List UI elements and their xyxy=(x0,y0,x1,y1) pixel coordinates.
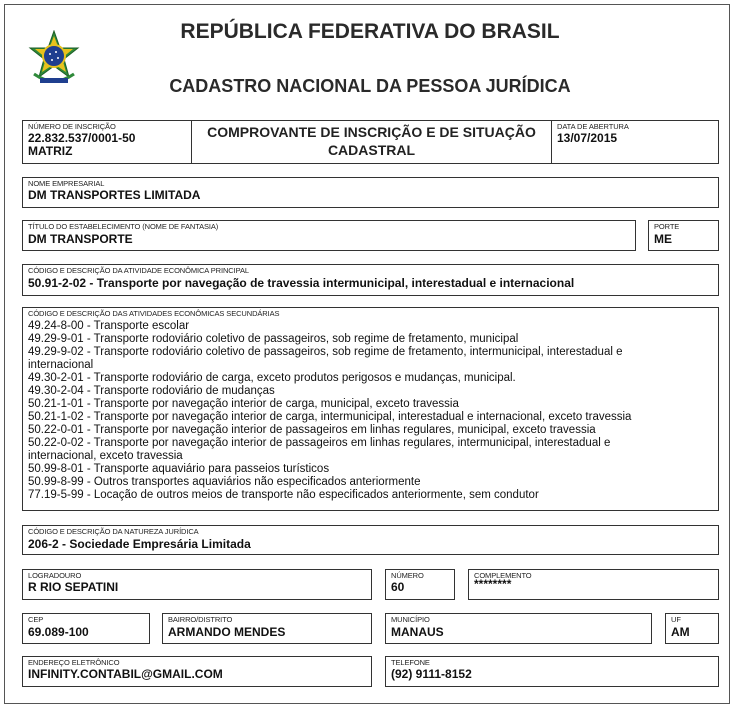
list-item: internacional, exceto travessia xyxy=(28,450,183,462)
inscricao-box xyxy=(22,120,192,164)
telefone-box xyxy=(385,656,719,687)
list-item: 49.30-2-01 - Transporte rodoviário de carga, exceto produtos perigosos e mudanças, municipal. xyxy=(28,372,516,384)
list-item: 50.21-1-02 - Transporte por navegação interior de carga, intermunicipal, interestadual e internacional, exceto travessia xyxy=(28,411,632,423)
abertura-value: 13/07/2015 xyxy=(557,131,618,145)
fantasia-value: DM TRANSPORTE xyxy=(28,232,133,246)
atividades-secundarias-list xyxy=(28,320,631,502)
inscricao-type: MATRIZ xyxy=(28,144,73,158)
natureza-juridica-box xyxy=(22,525,719,555)
nome-empresarial-value: DM TRANSPORTES LIMITADA xyxy=(28,188,201,202)
page-title: REPÚBLICA FEDERATIVA DO BRASIL xyxy=(180,20,560,43)
comprovante-box xyxy=(191,120,552,164)
complemento-value: ******** xyxy=(474,577,512,591)
cep-box xyxy=(22,613,150,644)
natureza-juridica-value: 206-2 - Sociedade Empresária Limitada xyxy=(28,537,251,551)
natureza-juridica-label: CÓDIGO E DESCRIÇÃO DA NATUREZA JURÍDICA xyxy=(28,527,199,536)
numero-value: 60 xyxy=(391,580,405,594)
uf-box xyxy=(665,613,719,644)
email-value: INFINITY.CONTABIL@GMAIL.COM xyxy=(28,667,223,681)
atividades-secundarias-box xyxy=(22,307,719,511)
list-item: 50.99-8-01 - Transporte aquaviário para passeios turísticos xyxy=(28,463,330,475)
list-item: 77.19-5-99 - Locação de outros meios de transporte não especificados anteriormente, sem condutor xyxy=(28,489,539,501)
fantasia-box xyxy=(22,220,636,251)
inscricao-label: NÚMERO DE INSCRIÇÃO xyxy=(28,122,116,131)
list-item: 49.30-2-04 - Transporte rodoviário de mudanças xyxy=(28,385,275,397)
bairro-box xyxy=(162,613,372,644)
uf-value: AM xyxy=(671,625,690,639)
atividade-principal-box xyxy=(22,264,719,296)
email-box xyxy=(22,656,372,687)
uf-label: UF xyxy=(671,615,681,624)
numero-box xyxy=(385,569,455,600)
municipio-box xyxy=(385,613,652,644)
porte-label: PORTE xyxy=(654,222,680,231)
porte-value: ME xyxy=(654,232,672,246)
list-item: 49.29-9-02 - Transporte rodoviário coletivo de passageiros, sob regime de fretamento, intermunicipal, interestadual e xyxy=(28,346,623,358)
fantasia-label: TÍTULO DO ESTABELECIMENTO (NOME DE FANTASIA) xyxy=(28,222,219,231)
cep-value: 69.089-100 xyxy=(28,625,89,639)
list-item: 49.29-9-01 - Transporte rodoviário coletivo de passageiros, sob regime de fretamento, municipal xyxy=(28,333,519,345)
atividades-secundarias-label: CÓDIGO E DESCRIÇÃO DAS ATIVIDADES ECONÔMICAS SECUNDÁRIAS xyxy=(28,309,280,318)
abertura-label: DATA DE ABERTURA xyxy=(557,122,629,131)
bairro-value: ARMANDO MENDES xyxy=(168,625,286,639)
abertura-box xyxy=(551,120,719,164)
list-item: 50.22-0-01 - Transporte por navegação interior de passageiros em linhas regulares, municipal, exceto travessia xyxy=(28,424,596,436)
porte-box xyxy=(648,220,719,251)
list-item: 49.24-8-00 - Transporte escolar xyxy=(28,320,190,332)
inscricao-number: 22.832.537/0001-50 xyxy=(28,131,136,145)
logradouro-value: R RIO SEPATINI xyxy=(28,580,119,594)
logradouro-label: LOGRADOURO xyxy=(28,571,82,580)
comprovante-title-line2: CADASTRAL xyxy=(327,142,416,158)
nome-empresarial-box xyxy=(22,177,719,208)
complemento-box xyxy=(468,569,719,600)
list-item: 50.99-8-99 - Outros transportes aquaviários não especificados anteriormente xyxy=(28,476,421,488)
municipio-label: MUNICÍPIO xyxy=(391,615,430,624)
nome-empresarial-label: NOME EMPRESARIAL xyxy=(28,179,105,188)
list-item: 50.21-1-01 - Transporte por navegação interior de carga, municipal, exceto travessia xyxy=(28,398,459,410)
comprovante-title-line1: COMPROVANTE DE INSCRIÇÃO E DE SITUAÇÃO xyxy=(207,124,536,140)
page-subtitle: CADASTRO NACIONAL DA PESSOA JURÍDICA xyxy=(169,76,571,96)
list-item: internacional xyxy=(28,359,94,371)
list-item: 50.22-0-02 - Transporte por navegação interior de passageiros em linhas regulares, intermunicipal, interestadual e xyxy=(28,437,611,449)
municipio-value: MANAUS xyxy=(391,625,444,639)
logradouro-box xyxy=(22,569,372,600)
telefone-value: (92) 9111-8152 xyxy=(391,667,472,681)
numero-label: NÚMERO xyxy=(391,571,424,580)
atividade-principal-label: CÓDIGO E DESCRIÇÃO DA ATIVIDADE ECONÔMICA PRINCIPAL xyxy=(28,266,249,275)
telefone-label: TELEFONE xyxy=(391,658,430,667)
atividade-principal-value: 50.91-2-02 - Transporte por navegação de travessia intermunicipal, interestadual e internacional xyxy=(28,276,575,290)
email-label: ENDEREÇO ELETRÔNICO xyxy=(28,658,120,667)
cep-label: CEP xyxy=(28,615,44,624)
bairro-label: BAIRRO/DISTRITO xyxy=(168,615,233,624)
complemento-label: COMPLEMENTO xyxy=(474,571,532,580)
